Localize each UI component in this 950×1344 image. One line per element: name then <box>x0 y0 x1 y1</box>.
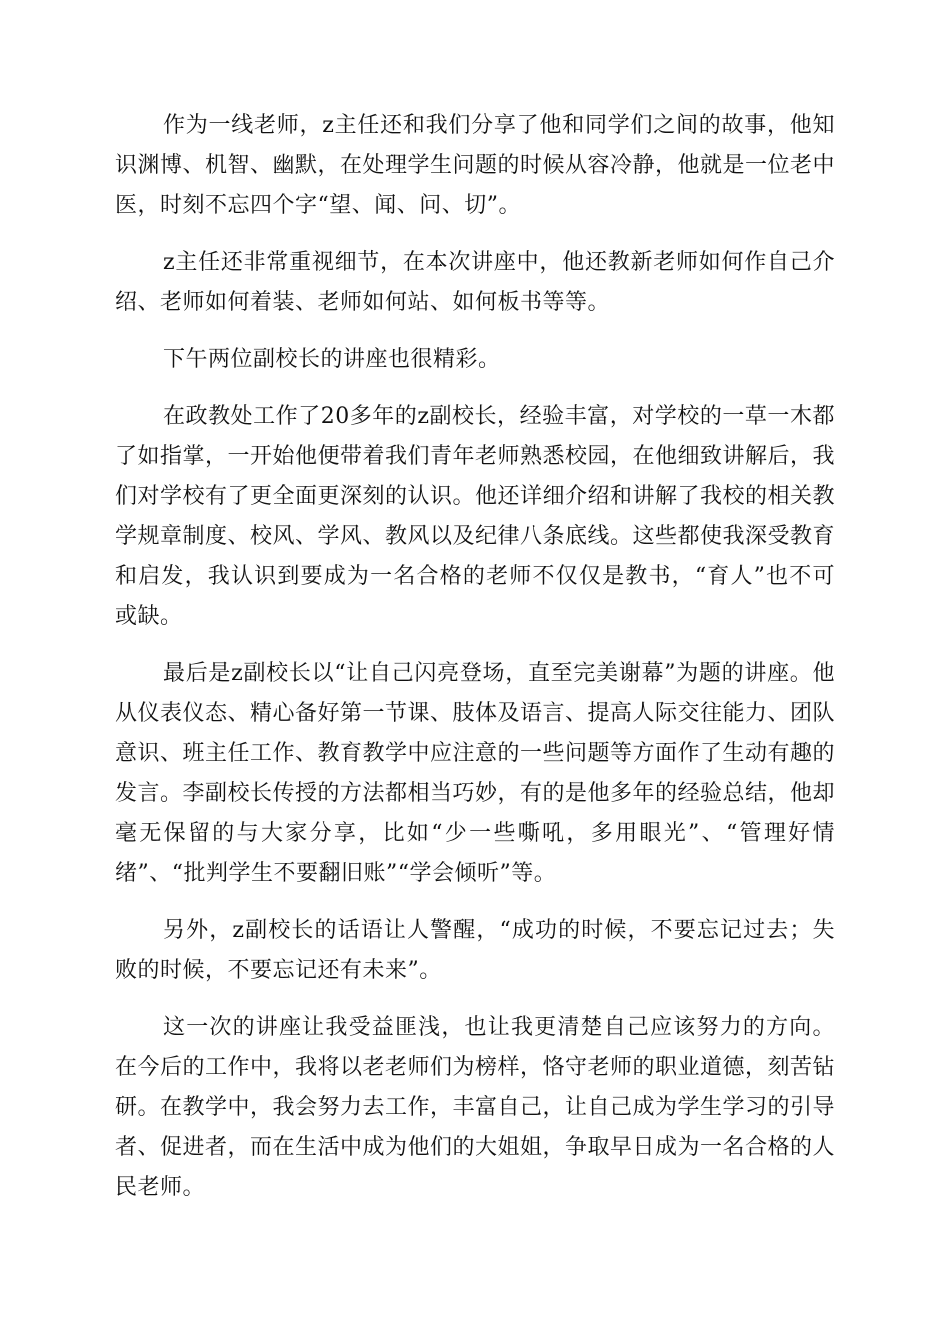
paragraph-6: 另外，z副校长的话语让人警醒，“成功的时候，不要忘记过去；失败的时候，不要忘记还有未来”。 <box>115 918 835 983</box>
paragraph-2: z主任还非常重视细节，在本次讲座中，他还教新老师如何作自己介绍、老师如何着装、老师如何站、如何板书等等。 <box>115 250 835 315</box>
document-body <box>115 106 835 1225</box>
paragraph-7: 这一次的讲座让我受益匪浅，也让我更清楚自己应该努力的方向。在今后的工作中，我将以老老师们为榜样，恪守老师的职业道德，刻苦钻研。在教学中，我会努力去工作，丰富自己，让自己成为学生学习的引导者、促进者，而在生活中成为他们的大姐姐，争取早日成为一名合格的人民老师。 <box>115 1015 836 1200</box>
paragraph-1: 作为一线老师，z主任还和我们分享了他和同学们之间的故事，他知识渊博、机智、幽默，在处理学生问题的时候从容冷静，他就是一位老中医，时刻不忘四个字“望、闻、问、切”。 <box>115 113 836 218</box>
paragraph-4: 在政教处工作了20多年的z副校长，经验丰富，对学校的一草一木都了如指掌，一开始他便带着我们青年老师熟悉校园，在他细致讲解后，我们对学校有了更全面更深刻的认识。他还详细介绍和讲解了我校的相关教学规章制度、校风、学风、教风以及纪律八条底线。这些都使我深受教育和启发，我认识到要成为一名合格的老师不仅仅是教书，“育人”也不可或缺。 <box>115 404 836 629</box>
paragraph-3: 下午两位副校长的讲座也很精彩。 <box>163 347 501 372</box>
paragraph-5: 最后是z副校长以“让自己闪亮登场，直至完美谢幕”为题的讲座。他从仪表仪态、精心备好第一节课、肢体及语言、提高人际交往能力、团队意识、班主任工作、教育教学中应注意的一些问题等方面作了生动有趣的发言。李副校长传授的方法都相当巧妙，有的是他多年的经验总结，他却毫无保留的与大家分享，比如“少一些嘶吼，多用眼光”、“管理好情绪”、“批判学生不要翻旧账”“学会倾听”等。 <box>115 661 836 886</box>
